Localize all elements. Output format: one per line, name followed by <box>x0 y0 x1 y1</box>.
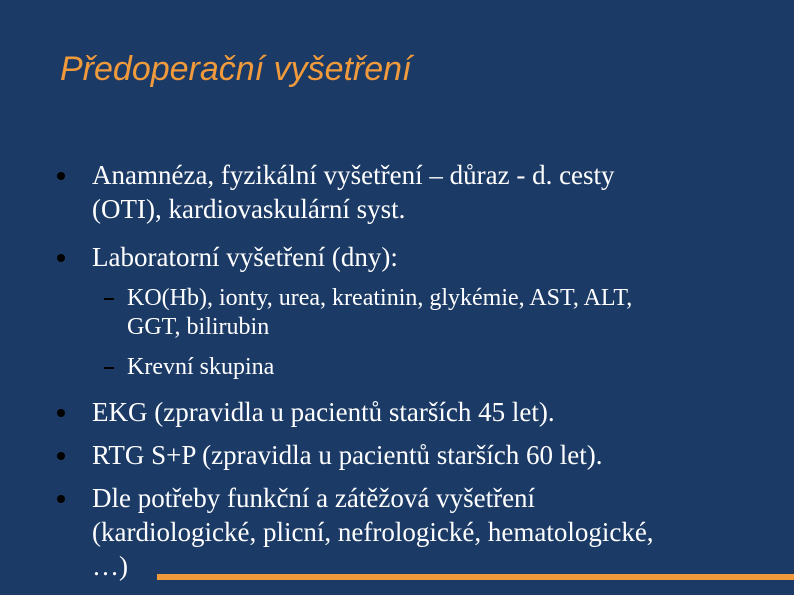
bullet-line: …) <box>92 551 128 581</box>
bullet-line: EKG (zpravidla u pacientů starších 45 let). <box>92 397 555 427</box>
subbullet-item-ko <box>127 284 767 342</box>
subbullet-line: Krevní skupina <box>127 354 275 380</box>
bullet-icon <box>57 495 65 503</box>
bullet-icon <box>57 409 65 417</box>
bullet-line: Laboratorní vyšetření (dny): <box>92 242 398 272</box>
dash-icon <box>104 298 114 300</box>
bullet-icon <box>57 172 65 180</box>
accent-bar <box>157 574 794 580</box>
bullet-line: (OTI), kardiovaskulární syst. <box>92 194 406 224</box>
bullet-item-laboratorni <box>92 240 782 274</box>
bullet-item-rtg <box>92 438 782 472</box>
subbullet-line: KO(Hb), ionty, urea, kreatinin, glykémie, AST, ALT, <box>127 285 633 311</box>
bullet-line: Anamnéza, fyzikální vyšetření – důraz - d. cesty <box>92 160 615 190</box>
bullet-item-anamneza <box>92 158 782 226</box>
bullet-line: RTG S+P (zpravidla u pacientů starších 60 let). <box>92 440 603 470</box>
subbullet-line: GGT, bilirubin <box>127 314 270 340</box>
bullet-line: Dle potřeby funkční a zátěžová vyšetření <box>92 483 536 513</box>
bullet-item-ekg <box>92 395 782 429</box>
bullet-line: (kardiologické, plicní, nefrologické, hematologické, <box>92 517 654 547</box>
dash-icon <box>104 367 114 369</box>
subbullet-item-krevni <box>127 353 767 382</box>
bullet-icon <box>57 452 65 460</box>
bullet-item-dle-potreby <box>92 481 782 583</box>
slide-title: Předoperační vyšetření <box>60 50 412 88</box>
bullet-icon <box>57 254 65 262</box>
